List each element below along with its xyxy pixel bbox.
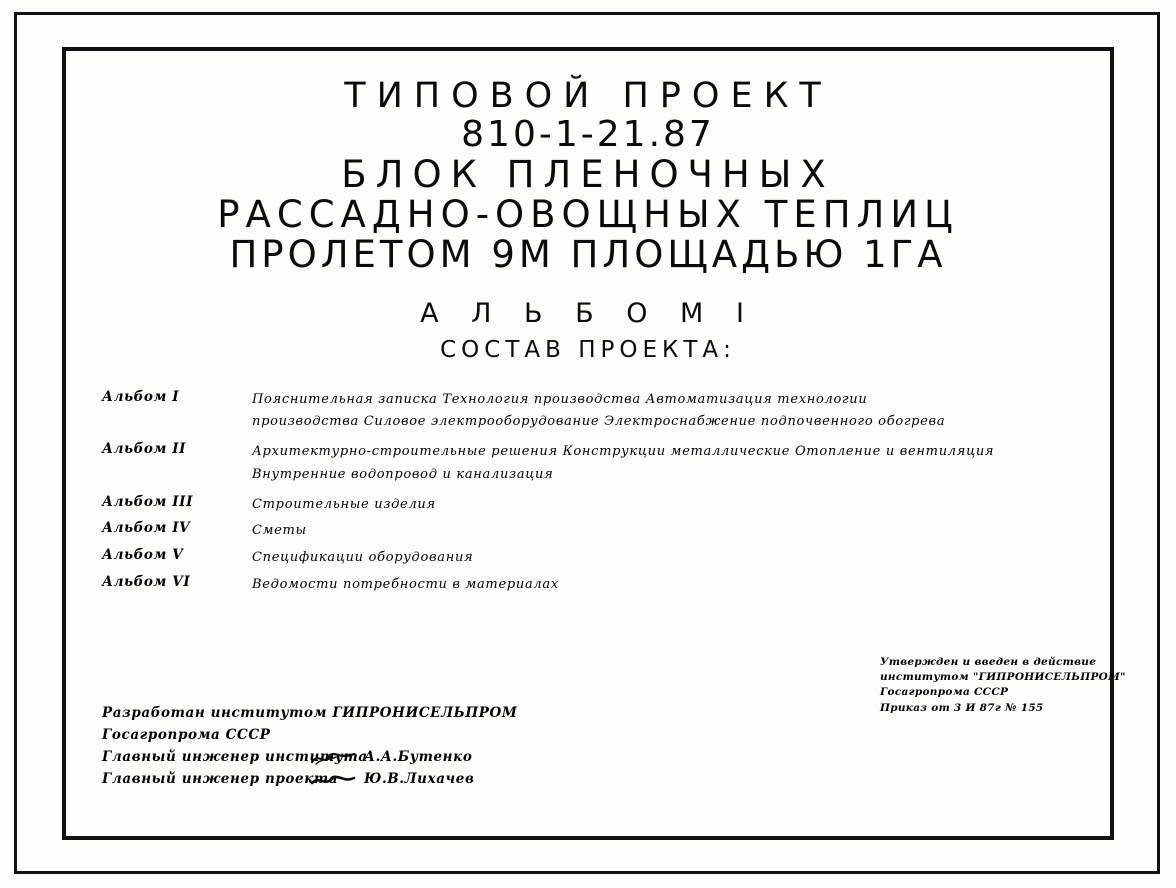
- title-block: [70, 55, 1106, 363]
- project-title-line-2: РАССАДНО-ОВОЩНЫХ ТЕПЛИЦ: [217, 193, 959, 237]
- project-title-line-1: БЛОК ПЛЕНОЧНЫХ: [341, 153, 835, 197]
- album-label: Альбом III: [102, 493, 194, 510]
- list-item: [102, 494, 1086, 517]
- album-label: Альбом V: [102, 547, 184, 564]
- album-description: [252, 574, 1086, 597]
- chief-engineer-project-row: [102, 769, 517, 791]
- project-type-heading: ТИПОВОЙ ПРОЕКТ: [344, 76, 832, 116]
- developer-institute-line: [102, 703, 517, 725]
- album-description-line: производства Силовое электрооборудование Электроснабжение подпочвенного обогрева: [252, 414, 946, 430]
- list-item: [102, 574, 1086, 597]
- developer-ministry-text: Госагропрома СССР: [102, 726, 271, 743]
- album-label: Альбом I: [102, 388, 180, 405]
- approval-stamp-line: Приказ от 3 И 87г № 155: [880, 701, 1044, 714]
- album-description-line: Пояснительная записка Технология производства Автоматизация технологии: [252, 391, 868, 407]
- chief-engineer-institute-row: [102, 747, 517, 769]
- list-item: [102, 520, 1086, 543]
- signature-icon: [310, 772, 356, 788]
- album-description: [252, 494, 1086, 517]
- list-item: [102, 389, 1086, 435]
- album-label: Альбом IV: [102, 520, 191, 537]
- approval-stamp-line: институтом "ГИПРОНИСЕЛЬПРОМ": [880, 671, 1126, 684]
- chief-engineer-institute-name: А.А.Бутенко: [364, 748, 473, 765]
- album-description-line: Ведомости потребности в материалах: [252, 576, 559, 592]
- album-label: Альбом II: [102, 441, 187, 458]
- list-item: [102, 441, 1086, 487]
- chief-engineer-institute-role: Главный инженер института: [102, 748, 368, 765]
- album-description: [252, 441, 1086, 487]
- list-item: [102, 547, 1086, 570]
- project-title-line-3: ПРОЛЕТОМ 9М ПЛОЩАДЬЮ 1ГА: [229, 232, 947, 276]
- album-description-line: Строительные изделия: [252, 496, 436, 512]
- album-description-line: Внутренние водопровод и канализация: [252, 466, 554, 482]
- signature-block: [102, 703, 517, 790]
- approval-stamp: [880, 655, 1126, 716]
- chief-engineer-project-name: Ю.В.Лихачев: [364, 770, 475, 787]
- approval-stamp-line: Госагропрома СССР: [880, 686, 1009, 699]
- album-description: [252, 389, 1086, 435]
- sheet-content: [70, 55, 1126, 832]
- album-description: [252, 520, 1086, 543]
- album-list: [102, 389, 1086, 597]
- approval-stamp-line: Утвержден и введен в действие: [880, 656, 1097, 668]
- project-number: 810-1-21.87: [461, 113, 715, 155]
- developer-institute-text: Разработан институтом ГИПРОНИСЕЛЬПРОМ: [102, 705, 518, 721]
- contents-heading: СОСТАВ ПРОЕКТА:: [440, 337, 736, 364]
- album-description-line: Спецификации оборудования: [252, 550, 474, 566]
- album-description-line: Архитектурно-строительные решения Конструкции металлические Отопление и вентиляция: [252, 444, 995, 460]
- album-description-line: Сметы: [252, 523, 307, 539]
- developer-ministry-line: [102, 725, 517, 747]
- album-label: Альбом VI: [102, 573, 191, 590]
- signature-icon: [310, 750, 356, 766]
- album-heading: А Л Ь Б О М I: [420, 297, 756, 329]
- album-description: [252, 547, 1086, 570]
- chief-engineer-project-role: Главный инженер проекта: [102, 770, 339, 787]
